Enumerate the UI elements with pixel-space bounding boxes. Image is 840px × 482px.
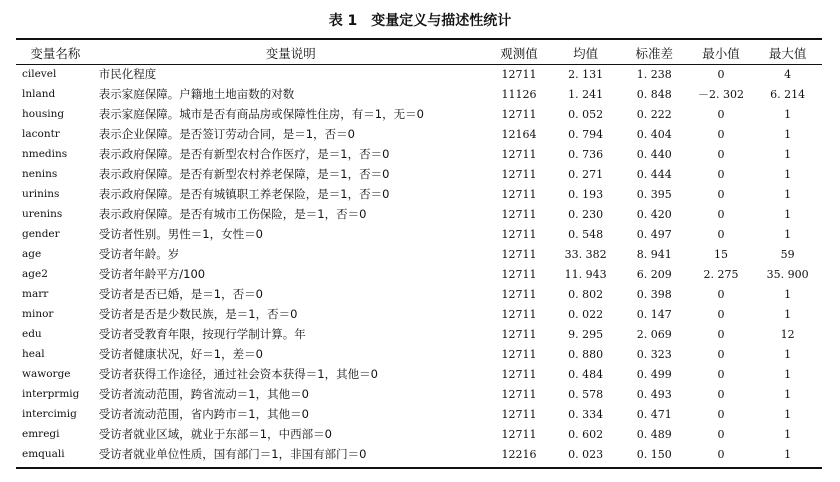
cell-std-dev: 2. 069 xyxy=(636,327,672,341)
cell-variable-description: 受访者性别。男性＝1，女性＝0 xyxy=(98,227,263,241)
cell-std-dev: 0. 471 xyxy=(636,407,672,421)
cell-max: 1 xyxy=(784,287,792,301)
cell-mean: 0. 602 xyxy=(568,427,604,441)
cell-max: 1 xyxy=(784,347,792,361)
cell-min: 0 xyxy=(717,147,725,161)
table-row xyxy=(16,404,822,424)
table-row xyxy=(16,144,822,164)
cell-std-dev: 0. 420 xyxy=(636,207,672,221)
cell-std-dev: 0. 222 xyxy=(636,107,672,121)
cell-variable-name: lacontr xyxy=(22,128,60,140)
cell-min: －2. 302 xyxy=(697,88,744,101)
cell-observations: 12711 xyxy=(501,207,537,221)
cell-max: 1 xyxy=(784,227,792,241)
cell-variable-description: 受访者受教育年限，按现行学制计算。年 xyxy=(98,327,306,341)
cell-max: 1 xyxy=(784,167,792,181)
cell-max: 1 xyxy=(784,207,792,221)
cell-mean: 0. 548 xyxy=(568,227,604,241)
top-rule xyxy=(16,38,822,40)
table-row xyxy=(16,224,822,244)
cell-max: 1 xyxy=(784,367,792,381)
cell-variable-description: 受访者就业区域，就业于东部＝1，中西部＝0 xyxy=(98,427,332,441)
cell-max: 1 xyxy=(784,127,792,141)
cell-std-dev: 0. 493 xyxy=(636,387,672,401)
cell-std-dev: 0. 440 xyxy=(636,147,672,161)
cell-mean: 0. 736 xyxy=(568,147,604,161)
cell-variable-name: minor xyxy=(22,308,54,320)
cell-max: 12 xyxy=(780,327,795,341)
cell-variable-name: housing xyxy=(22,108,65,120)
cell-observations: 12711 xyxy=(501,267,537,281)
cell-observations: 12711 xyxy=(501,367,537,381)
cell-mean: 0. 193 xyxy=(568,187,604,201)
cell-mean: 0. 880 xyxy=(568,347,604,361)
cell-variable-description: 表示政府保障。是否有新型农村养老保障，是＝1，否＝0 xyxy=(98,167,390,181)
table-title: 表 1 变量定义与描述性统计 xyxy=(328,13,512,29)
table-row xyxy=(16,344,822,364)
cell-max: 1 xyxy=(784,427,792,441)
cell-variable-name: waworge xyxy=(22,368,71,380)
cell-variable-name: emquali xyxy=(22,448,65,460)
cell-mean: 0. 578 xyxy=(568,387,604,401)
cell-mean: 0. 794 xyxy=(568,127,604,141)
cell-max: 4 xyxy=(784,67,792,81)
cell-variable-name: edu xyxy=(22,328,42,340)
cell-min: 0 xyxy=(717,347,725,361)
table-row xyxy=(16,244,822,264)
cell-observations: 12711 xyxy=(501,307,537,321)
header-row xyxy=(16,41,822,64)
cell-observations: 12164 xyxy=(501,127,537,141)
cell-variable-description: 受访者年龄平方/100 xyxy=(98,267,206,281)
cell-min: 0 xyxy=(717,327,725,341)
cell-observations: 12711 xyxy=(501,427,537,441)
cell-min: 0 xyxy=(717,167,725,181)
cell-mean: 11. 943 xyxy=(564,267,607,281)
table-row xyxy=(16,284,822,304)
cell-variable-name: intercimig xyxy=(22,408,77,420)
cell-max: 1 xyxy=(784,147,792,161)
header-min: 最小值 xyxy=(702,45,740,61)
cell-mean: 0. 052 xyxy=(568,107,604,121)
cell-observations: 12711 xyxy=(501,287,537,301)
cell-mean: 0. 022 xyxy=(568,307,604,321)
cell-std-dev: 1. 238 xyxy=(636,67,672,81)
cell-observations: 12711 xyxy=(501,327,537,341)
cell-min: 0 xyxy=(717,227,725,241)
cell-observations: 12711 xyxy=(501,227,537,241)
cell-std-dev: 8. 941 xyxy=(636,247,672,261)
table-row xyxy=(16,64,822,84)
cell-variable-name: age2 xyxy=(22,268,48,280)
cell-observations: 11126 xyxy=(501,87,537,101)
cell-min: 0 xyxy=(717,67,725,81)
header-variable-description: 变量说明 xyxy=(265,45,316,61)
table-row xyxy=(16,444,822,464)
cell-variable-description: 受访者健康状况，好＝1，差＝0 xyxy=(98,347,263,361)
cell-std-dev: 0. 404 xyxy=(636,127,672,141)
statistics-table xyxy=(16,41,822,464)
cell-mean: 0. 802 xyxy=(568,287,604,301)
cell-variable-name: marr xyxy=(22,288,49,300)
cell-variable-name: age xyxy=(22,248,42,260)
cell-std-dev: 0. 395 xyxy=(636,187,672,201)
cell-variable-name: nenins xyxy=(22,168,58,180)
cell-observations: 12711 xyxy=(501,167,537,181)
table-row xyxy=(16,424,822,444)
cell-variable-name: interprmig xyxy=(22,388,80,400)
cell-max: 1 xyxy=(784,407,792,421)
cell-observations: 12711 xyxy=(501,407,537,421)
table-row xyxy=(16,324,822,344)
cell-max: 35. 900 xyxy=(766,267,809,281)
cell-min: 0 xyxy=(717,407,725,421)
header-variable-name: 变量名称 xyxy=(30,45,81,61)
cell-observations: 12216 xyxy=(501,447,537,461)
cell-std-dev: 0. 444 xyxy=(636,167,672,181)
cell-max: 1 xyxy=(784,187,792,201)
bottom-rule xyxy=(16,467,822,469)
cell-variable-name: urinins xyxy=(22,188,60,200)
cell-min: 0 xyxy=(717,307,725,321)
cell-observations: 12711 xyxy=(501,67,537,81)
table-row xyxy=(16,204,822,224)
cell-min: 2. 275 xyxy=(703,267,739,281)
header-max: 最大值 xyxy=(768,45,807,61)
cell-mean: 33. 382 xyxy=(564,247,607,261)
cell-mean: 0. 271 xyxy=(568,167,604,181)
cell-observations: 12711 xyxy=(501,147,537,161)
cell-std-dev: 0. 497 xyxy=(636,227,672,241)
cell-variable-description: 表示家庭保障。城市是否有商品房或保障性住房，有＝1，无＝0 xyxy=(98,107,424,121)
cell-variable-description: 受访者流动范围，跨省流动＝1，其他＝0 xyxy=(98,387,309,401)
cell-variable-name: nmedins xyxy=(22,148,68,160)
table-body xyxy=(16,64,822,464)
cell-std-dev: 0. 150 xyxy=(636,447,672,461)
cell-mean: 0. 334 xyxy=(568,407,604,421)
cell-mean: 0. 484 xyxy=(568,367,604,381)
cell-max: 1 xyxy=(784,307,792,321)
cell-variable-description: 表示政府保障。是否有城市工伤保险，是＝1，否＝0 xyxy=(98,207,367,221)
table-row xyxy=(16,104,822,124)
cell-min: 0 xyxy=(717,187,725,201)
cell-variable-description: 表示政府保障。是否有城镇职工养老保险，是＝1，否＝0 xyxy=(98,187,390,201)
cell-variable-description: 市民化程度 xyxy=(98,67,157,81)
table-row xyxy=(16,304,822,324)
cell-variable-description: 表示政府保障。是否有新型农村合作医疗，是＝1，否＝0 xyxy=(98,147,390,161)
cell-variable-name: emregi xyxy=(22,428,60,440)
cell-variable-name: heal xyxy=(22,348,45,360)
table-row xyxy=(16,84,822,104)
cell-min: 0 xyxy=(717,447,725,461)
table-row xyxy=(16,364,822,384)
table-row xyxy=(16,164,822,184)
cell-min: 0 xyxy=(717,387,725,401)
cell-variable-description: 表示企业保障。是否签订劳动合同，是＝1，否＝0 xyxy=(98,127,355,141)
cell-variable-name: cilevel xyxy=(22,68,57,80)
cell-min: 0 xyxy=(717,287,725,301)
cell-mean: 0. 230 xyxy=(568,207,604,221)
cell-max: 6. 214 xyxy=(770,87,806,101)
cell-min: 0 xyxy=(717,107,725,121)
table-row xyxy=(16,184,822,204)
cell-min: 0 xyxy=(717,207,725,221)
cell-max: 1 xyxy=(784,447,792,461)
cell-min: 15 xyxy=(713,247,728,261)
table-row xyxy=(16,384,822,404)
cell-mean: 9. 295 xyxy=(568,327,604,341)
cell-std-dev: 0. 323 xyxy=(636,347,672,361)
cell-std-dev: 0. 489 xyxy=(636,427,672,441)
header-mean: 均值 xyxy=(573,45,599,61)
cell-variable-description: 受访者获得工作途径，通过社会资本获得＝1，其他＝0 xyxy=(98,367,378,381)
header-observations: 观测值 xyxy=(500,45,538,61)
cell-variable-description: 受访者是否已婚，是＝1，否＝0 xyxy=(98,287,263,301)
cell-variable-description: 受访者是否是少数民族，是＝1，否＝0 xyxy=(98,307,298,321)
cell-std-dev: 0. 398 xyxy=(636,287,672,301)
cell-min: 0 xyxy=(717,367,725,381)
cell-observations: 12711 xyxy=(501,247,537,261)
cell-min: 0 xyxy=(717,127,725,141)
header-std-dev: 标准差 xyxy=(635,45,674,61)
cell-max: 1 xyxy=(784,387,792,401)
cell-max: 1 xyxy=(784,107,792,121)
cell-variable-name: lnland xyxy=(22,88,56,100)
cell-variable-name: urenins xyxy=(22,208,63,220)
cell-max: 59 xyxy=(780,247,795,261)
cell-observations: 12711 xyxy=(501,387,537,401)
cell-std-dev: 0. 499 xyxy=(636,367,672,381)
cell-min: 0 xyxy=(717,427,725,441)
cell-std-dev: 0. 147 xyxy=(636,307,672,321)
cell-observations: 12711 xyxy=(501,347,537,361)
cell-std-dev: 6. 209 xyxy=(636,267,672,281)
cell-mean: 2. 131 xyxy=(568,67,604,81)
cell-variable-description: 表示家庭保障。户籍地土地亩数的对数 xyxy=(98,87,295,101)
cell-variable-description: 受访者就业单位性质，国有部门＝1，非国有部门＝0 xyxy=(98,447,367,461)
cell-variable-name: gender xyxy=(22,228,60,240)
cell-mean: 1. 241 xyxy=(568,87,604,101)
cell-observations: 12711 xyxy=(501,187,537,201)
table-row xyxy=(16,124,822,144)
cell-observations: 12711 xyxy=(501,107,537,121)
cell-std-dev: 0. 848 xyxy=(636,87,672,101)
table-row xyxy=(16,264,822,284)
cell-variable-description: 受访者流动范围，省内跨市＝1，其他＝0 xyxy=(98,407,309,421)
cell-variable-description: 受访者年龄。岁 xyxy=(98,247,180,261)
cell-mean: 0. 023 xyxy=(568,447,604,461)
